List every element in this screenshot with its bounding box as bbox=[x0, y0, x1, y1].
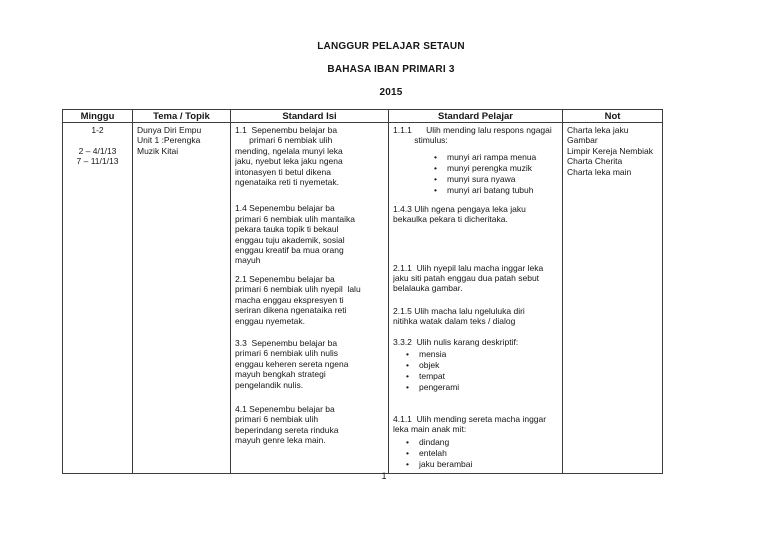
standard-isi-line: primari 6 nembiak ulih nyepil lalu bbox=[235, 284, 361, 295]
standard-isi-line: seriran dikena ngenataika reti bbox=[235, 305, 347, 316]
not: Gambar bbox=[567, 135, 598, 146]
standard-isi-line: macha enggau ekspresyen ti bbox=[235, 294, 344, 305]
standard-pelajar-bullet-item: • dindang bbox=[406, 437, 558, 448]
standard-isi-line: mayuh bengkah strategi bbox=[235, 369, 326, 380]
standard-isi-line: 1.4 Sepenembu belajar ba bbox=[235, 203, 335, 214]
standard-pelajar-paragraph bbox=[393, 337, 558, 393]
standard-pelajar-line: 2.1.5 Ulih macha lalu ngeluluka diri bbox=[393, 305, 525, 316]
standard-pelajar-line: jaku siti patah enggau dua patah sebut bbox=[393, 273, 540, 284]
standard-isi-line: 3.3 Sepenembu belajar ba bbox=[235, 337, 338, 348]
standard-isi-paragraph bbox=[235, 125, 384, 187]
standard-pelajar-paragraph bbox=[393, 414, 558, 470]
standard-pelajar-line: nitihka watak dalam teks / dialog bbox=[393, 316, 516, 327]
minggu: 2 – 4/1/13 bbox=[78, 145, 117, 156]
standard-isi-paragraph bbox=[235, 203, 384, 265]
column-header-standard-pelajar: Standard Pelajar bbox=[389, 110, 563, 123]
cell-minggu bbox=[63, 123, 133, 474]
standard-isi-line: pengelandik nulis. bbox=[235, 379, 304, 390]
standard-isi-paragraph bbox=[235, 338, 384, 390]
standard-pelajar-line: 4.1.1 Ulih mending sereta macha inggar bbox=[393, 414, 547, 425]
standard-pelajar-bullet-item: • munyi ari batang tubuh bbox=[434, 185, 558, 196]
doc-title-main: LANGGUR PELAJAR SETAUN bbox=[317, 41, 465, 52]
standard-pelajar-bullet-item: • mensia bbox=[406, 349, 558, 360]
not: Charta leka jaku bbox=[567, 125, 629, 135]
tema-topik: Dunya Diri Empu bbox=[137, 125, 202, 135]
page-number: 1 bbox=[381, 471, 387, 481]
standard-pelajar-bullet-list bbox=[393, 152, 558, 196]
table-header-row bbox=[63, 110, 663, 123]
standard-isi-line: enggau keheren sereta ngena bbox=[235, 358, 349, 369]
standard-pelajar-bullet-item: • tempat bbox=[406, 371, 558, 382]
table-body-row bbox=[63, 123, 663, 474]
not: Limpir Kereja Nembiak bbox=[567, 145, 653, 156]
minggu bbox=[67, 135, 128, 145]
standard-isi-line: mayuh genre leka main. bbox=[235, 435, 326, 446]
standard-isi-line: 1.1 Sepenembu belajar ba bbox=[235, 125, 338, 135]
lesson-plan-table bbox=[62, 109, 663, 474]
standard-isi-line: primari 6 nembiak ulih bbox=[235, 135, 333, 146]
standard-pelajar-bullet-item: • pengerami bbox=[406, 382, 558, 393]
standard-pelajar-line: leka main anak mit: bbox=[393, 424, 467, 435]
standard-isi-line: pekara tauka topik ti bekaul bbox=[235, 224, 339, 235]
standard-isi-line: jaku, nyebut leka jaku ngena bbox=[235, 156, 343, 167]
standard-pelajar-line: 2.1.1 Ulih nyepil lalu macha inggar leka bbox=[393, 262, 544, 273]
not: Charta leka main bbox=[567, 166, 632, 177]
standard-pelajar-paragraph bbox=[393, 263, 558, 294]
standard-pelajar-bullet-item: • munyi ari rampa menua bbox=[434, 152, 558, 163]
standard-isi-paragraph bbox=[235, 274, 384, 326]
standard-isi-line: beperindang sereta rinduka bbox=[235, 424, 339, 435]
standard-pelajar-line: 1.1.1 Ulih mending lalu respons ngagai bbox=[393, 125, 552, 135]
standard-isi-line: mending, ngelala munyi leka bbox=[235, 145, 343, 156]
standard-pelajar-bullet-item: • entelah bbox=[406, 448, 558, 459]
standard-pelajar-line: stimulus: bbox=[393, 135, 448, 146]
column-header-not: Not bbox=[563, 110, 663, 123]
column-header-tema-topik: Tema / Topik bbox=[133, 110, 231, 123]
minggu: 7 – 11/1/13 bbox=[76, 156, 119, 167]
standard-pelajar-bullet-item: • munyi sura nyawa bbox=[434, 174, 558, 185]
standard-pelajar-bullet-item: • objek bbox=[406, 360, 558, 371]
standard-pelajar-paragraph bbox=[393, 125, 558, 196]
column-header-minggu: Minggu bbox=[63, 110, 133, 123]
not: Charta Cherita bbox=[567, 156, 623, 167]
standard-pelajar-line: belalauka gambar. bbox=[393, 283, 463, 294]
standard-pelajar-bullet-item: • jaku berambai bbox=[406, 459, 558, 470]
standard-isi-line: intonasyen ti betul dikena bbox=[235, 166, 331, 177]
standard-isi-line: primari 6 nembiak ulih mantaika bbox=[235, 213, 355, 224]
standard-pelajar-paragraph bbox=[393, 204, 558, 225]
standard-pelajar-line: 1.4.3 Ulih ngena pengaya leka jaku bbox=[393, 203, 526, 214]
tema-topik: Muzik Kitai bbox=[137, 145, 179, 156]
doc-title-year: 2015 bbox=[379, 87, 403, 98]
doc-title-subject: BAHASA IBAN PRIMARI 3 bbox=[327, 64, 455, 75]
standard-isi-line: primari 6 nembiak ulih nulis bbox=[235, 348, 338, 359]
standard-isi-line: enggau kreatif ba mua orang bbox=[235, 245, 344, 256]
standard-isi-line: 4.1 Sepenembu belajar ba bbox=[235, 403, 335, 414]
standard-isi-line: ngenataika reti ti nyemetak. bbox=[235, 177, 339, 188]
cell-standard-pelajar bbox=[389, 123, 563, 474]
column-header-standard-isi: Standard Isi bbox=[231, 110, 389, 123]
standard-isi-line: mayuh bbox=[235, 255, 261, 266]
standard-pelajar-bullet-item: • munyi perengka muzik bbox=[434, 163, 558, 174]
standard-isi-paragraph bbox=[235, 404, 384, 446]
standard-pelajar-line: 3.3.2 Ulih nulis karang deskriptif: bbox=[393, 336, 519, 347]
standard-isi-line: 2.1 Sepenembu belajar ba bbox=[235, 273, 335, 284]
document-title-block bbox=[14, 40, 768, 109]
cell-not bbox=[563, 123, 663, 474]
standard-pelajar-line: bekaulka pekara ti dicheritaka. bbox=[393, 214, 508, 225]
standard-isi-line: primari 6 nembiak ulih bbox=[235, 414, 319, 425]
standard-pelajar-bullet-list bbox=[393, 349, 558, 393]
standard-isi-line: enggau nyemetak. bbox=[235, 315, 305, 326]
standard-isi-line: enggau tuju akademik, sosial bbox=[235, 234, 345, 245]
tema-topik: Unit 1 :Perengka bbox=[137, 135, 201, 146]
standard-pelajar-bullet-list bbox=[393, 437, 558, 470]
cell-standard-isi bbox=[231, 123, 389, 474]
cell-tema-topik bbox=[133, 123, 231, 474]
standard-pelajar-paragraph bbox=[393, 306, 558, 327]
minggu: 1-2 bbox=[91, 125, 104, 135]
